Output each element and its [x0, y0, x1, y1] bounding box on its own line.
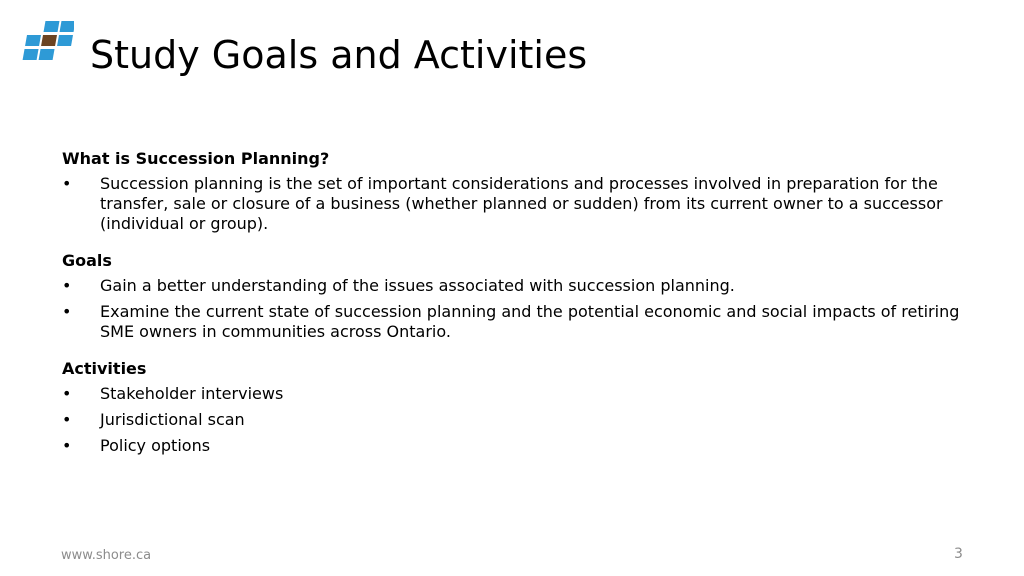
list-item [62, 302, 962, 342]
page-number: 3 [954, 546, 963, 562]
list-item-text: Stakeholder interviews [100, 384, 284, 403]
section-heading: Activities [62, 359, 147, 378]
bullet-icon: • [62, 302, 72, 321]
shore-logo-icon [20, 18, 74, 68]
list-item-text: Jurisdictional scan [100, 410, 245, 429]
list-item [62, 436, 962, 456]
bullet-icon: • [62, 276, 72, 295]
bullet-list [62, 276, 962, 342]
section-heading: What is Succession Planning? [62, 149, 330, 168]
page-title: Study Goals and Activities [90, 33, 588, 77]
section-activities [62, 358, 962, 456]
list-item-text: Succession planning is the set of important considerations and processes involved in preparation for the transfer, sale or closure of a business (whether planned or sudden) from its current owner to a successor (individual or group). [100, 174, 943, 233]
bullet-list [62, 384, 962, 456]
bullet-icon: • [62, 174, 72, 193]
list-item-text: Gain a better understanding of the issues associated with succession planning. [100, 276, 735, 295]
bullet-list [62, 174, 962, 234]
list-item [62, 276, 962, 296]
section-goals [62, 250, 962, 342]
list-item [62, 174, 962, 234]
bullet-icon: • [62, 384, 72, 403]
list-item-text: Examine the current state of succession planning and the potential economic and social impacts of retiring SME owners in communities across Ontario. [100, 302, 960, 341]
bullet-icon: • [62, 436, 72, 455]
list-item [62, 384, 962, 404]
section-succession-planning [62, 148, 962, 234]
list-item-text: Policy options [100, 436, 211, 455]
list-item [62, 410, 962, 430]
bullet-icon: • [62, 410, 72, 429]
footer-url: www.shore.ca [61, 548, 152, 563]
section-heading: Goals [62, 251, 112, 270]
slide-body [62, 148, 962, 472]
